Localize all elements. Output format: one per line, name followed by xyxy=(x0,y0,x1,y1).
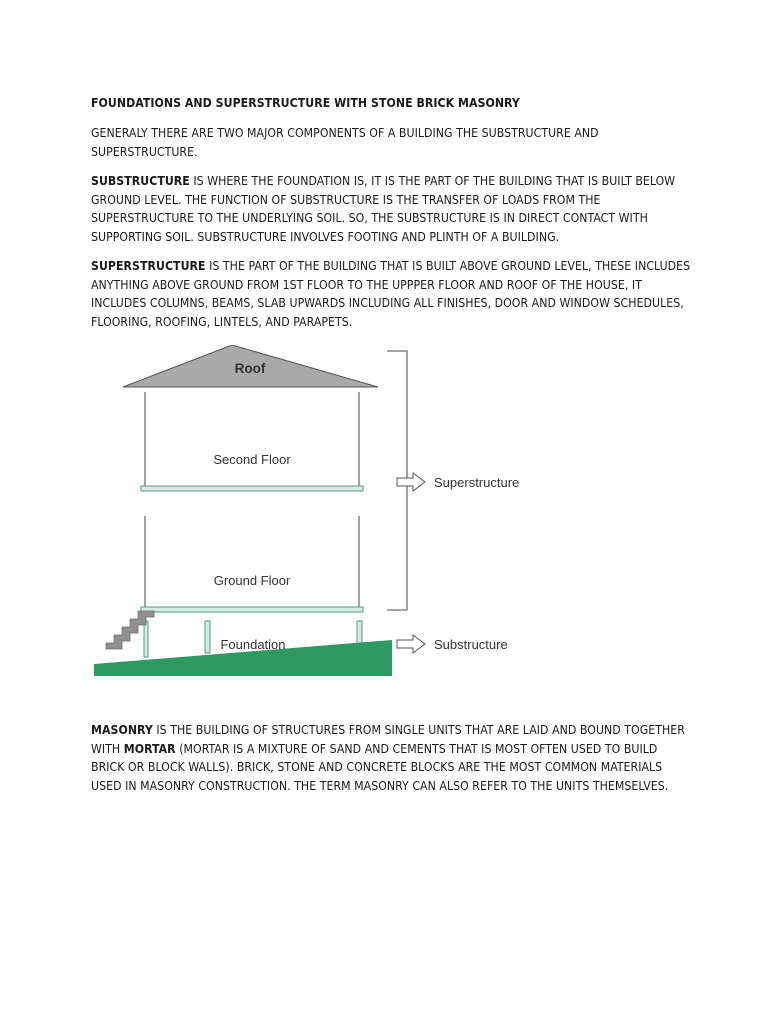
masonry-paragraph xyxy=(91,721,691,795)
second-floor-slab xyxy=(141,486,363,491)
superstructure-arrow xyxy=(397,473,425,491)
superstructure-label: Superstructure xyxy=(434,475,520,490)
substructure-label: Substructure xyxy=(434,637,508,652)
roof-label: Roof xyxy=(234,361,266,376)
foundation-post-left xyxy=(205,621,210,653)
ground-floor-slab xyxy=(141,607,363,612)
substructure-arrow xyxy=(397,635,425,653)
ground-floor-label: Ground Floor xyxy=(213,573,291,588)
intro-paragraph: GENERALY THERE ARE TWO MAJOR COMPONENTS OF A BUILDING THE SUBSTRUCTURE AND SUPERSTRUCTURE. xyxy=(91,126,599,159)
mortar-term: MORTAR xyxy=(123,741,176,756)
superstructure-text: IS THE PART OF THE BUILDING THAT IS BUILT ABOVE GROUND LEVEL, THESE INCLUDES ANYTHING ABOVE GROUND FROM 1ST FLOOR TO THE UPPPER FLOOR AND ROOF OF THE HOUSE, IT INCLUDES COLUMNS, BEAMS, SLAB UPWARDS INCLUDING ALL FINISHES, DOOR AND WINDOW SCHEDULES, FLOORING, ROOFING, LINTELS, AND PARAPETS. xyxy=(91,259,691,329)
masonry-text-2: (MORTAR IS A MIXTURE OF SAND AND CEMENTS THAT IS MOST OFTEN USED TO BUILD BRICK OR BLOCK WALLS). BRICK, STONE AND CONCRETE BLOCKS ARE THE MOST COMMON MATERIALS USED IN MASONRY CONSTRUCTION. THE TERM MASONRY CAN ALSO REFER TO THE UNITS THEMSELVES. xyxy=(91,741,669,793)
substructure-term: SUBSTRUCTURE xyxy=(91,174,190,188)
masonry-text-1: IS THE BUILDING OF STRUCTURES FROM SINGLE UNITS THAT ARE LAID AND BOUND TOGETHER WITH xyxy=(91,723,685,756)
foundation-post-stairs xyxy=(144,621,148,657)
masonry-term: MASONRY xyxy=(91,723,153,737)
superstructure-paragraph xyxy=(91,257,691,331)
substructure-text: IS WHERE THE FOUNDATION IS, IT IS THE PART OF THE BUILDING THAT IS BUILT BELOW GROUND LEVEL. THE FUNCTION OF SUBSTRUCTURE IS THE TRANSFER OF LOADS FROM THE SUPERSTRUCTURE TO THE UNDERLYING SOIL. SO, THE SUBSTRUCTURE IS IN DIRECT CONTACT WITH SUPPORTING SOIL. SUBSTRUCTURE INVOLVES FOOTING AND PLINTH OF A BUILDING. xyxy=(91,174,676,244)
foundation-label: Foundation xyxy=(220,637,286,652)
substructure-paragraph xyxy=(91,172,691,246)
building-diagram-svg xyxy=(92,345,542,685)
building-components-diagram xyxy=(92,345,542,685)
document-title: FOUNDATIONS AND SUPERSTRUCTURE WITH STONE BRICK MASONRY xyxy=(91,96,520,110)
second-floor-label: Second Floor xyxy=(213,452,291,467)
superstructure-term: SUPERSTRUCTURE xyxy=(91,259,206,273)
